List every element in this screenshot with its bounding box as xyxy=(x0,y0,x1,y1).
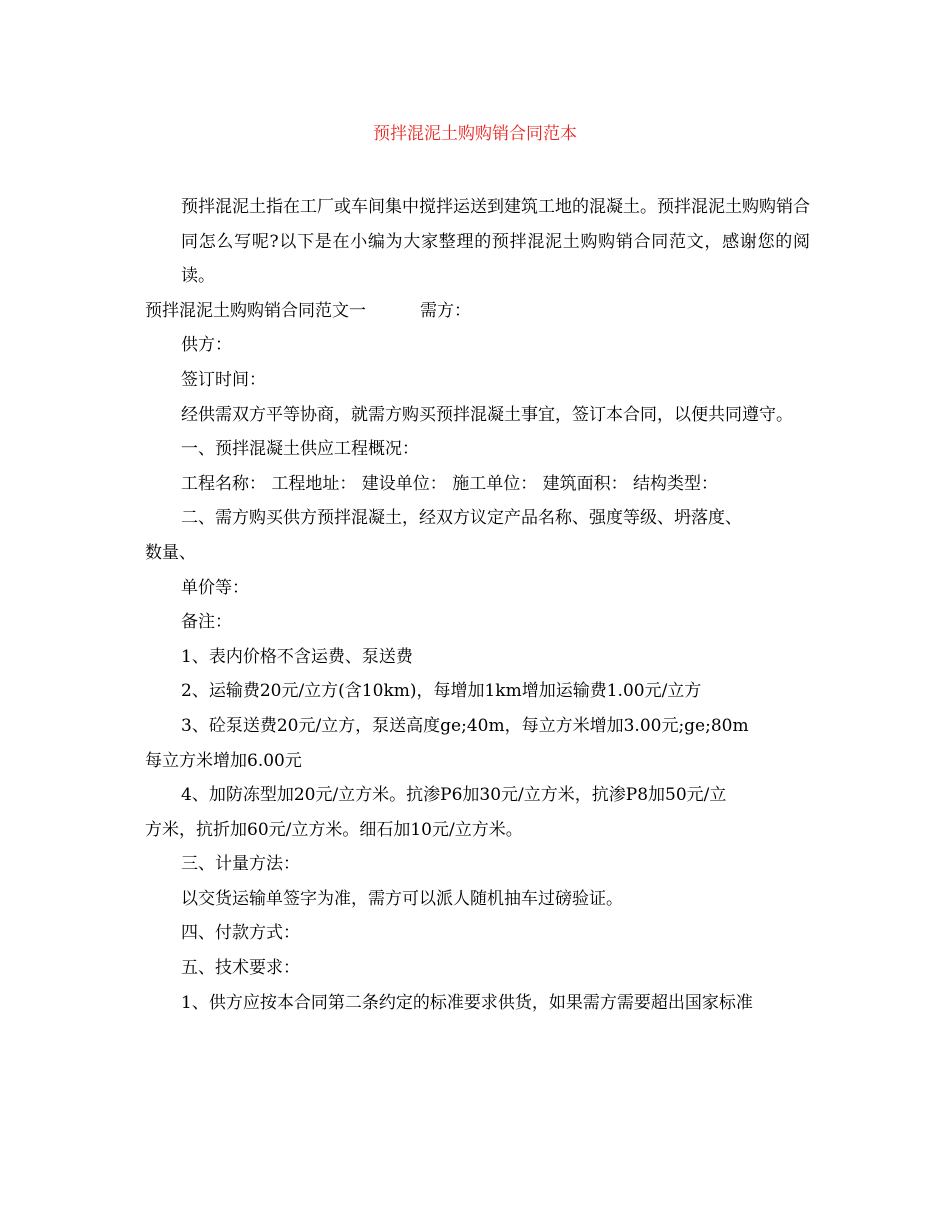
clause1-fields: 工程名称： 工程地址： 建设单位： 施工单位： 建筑面积： 结构类型： xyxy=(181,473,719,494)
preamble-paragraph: 经供需双方平等协商，就需方购买预拌混凝土事宜，签订本合同，以便共同遵守。 xyxy=(181,404,793,425)
remark-2: 2、运输费20元/立方(含10km)，每增加1km增加运输费1.00元/立方 xyxy=(181,681,702,702)
section-heading-line xyxy=(145,294,810,329)
remark-1: 1、表内价格不含运费、泵送费 xyxy=(181,646,413,667)
document-body xyxy=(145,190,810,1020)
supplier-label: 供方： xyxy=(181,335,232,356)
sign-time-label: 签订时间： xyxy=(181,369,266,390)
remarks-label: 备注： xyxy=(181,612,232,633)
clause5-heading: 五、技术要求： xyxy=(181,958,300,979)
clause3-heading: 三、计量方法： xyxy=(181,854,300,875)
buyer-label: 需方： xyxy=(420,300,471,321)
clause3-text: 以交货运输单签字为准，需方可以派人随机抽车过磅验证。 xyxy=(181,888,623,909)
unit-price-label: 单价等： xyxy=(181,577,249,598)
document-title: 预拌混泥土购购销合同范本 xyxy=(373,124,577,144)
section-heading: 预拌混泥土购购销合同范文一 xyxy=(145,300,366,321)
remark-4-line1: 4、加防冻型加20元/立方米。抗渗P6加30元/立方米，抗渗P8加50元/立 xyxy=(181,785,727,806)
clause5-item1: 1、供方应按本合同第二条约定的标准要求供货，如果需方需要超出国家标准 xyxy=(181,992,753,1013)
clause2-line1: 二、需方购买供方预拌混凝土，经双方议定产品名称、强度等级、坍落度、 xyxy=(181,508,742,529)
intro-paragraph: 预拌混泥土指在工厂或车间集中搅拌运送到建筑工地的混凝土。预拌混泥土购购销合同怎么写呢?以下是在小编为大家整理的预拌混泥土购购销合同范文，感谢您的阅读。 xyxy=(181,197,810,287)
clause1-heading: 一、预拌混凝土供应工程概况： xyxy=(181,439,419,460)
remark-3-line2: 每立方米增加6.00元 xyxy=(145,750,302,771)
remark-3-line1: 3、砼泵送费20元/立方，泵送高度ge;40m，每立方米增加3.00元;ge;80m xyxy=(181,715,749,736)
clause4-heading: 四、付款方式： xyxy=(181,923,300,944)
remark-4-line2: 方米，抗折加60元/立方米。细石加10元/立方米。 xyxy=(145,819,523,840)
clause2-line2: 数量、 xyxy=(145,542,196,563)
